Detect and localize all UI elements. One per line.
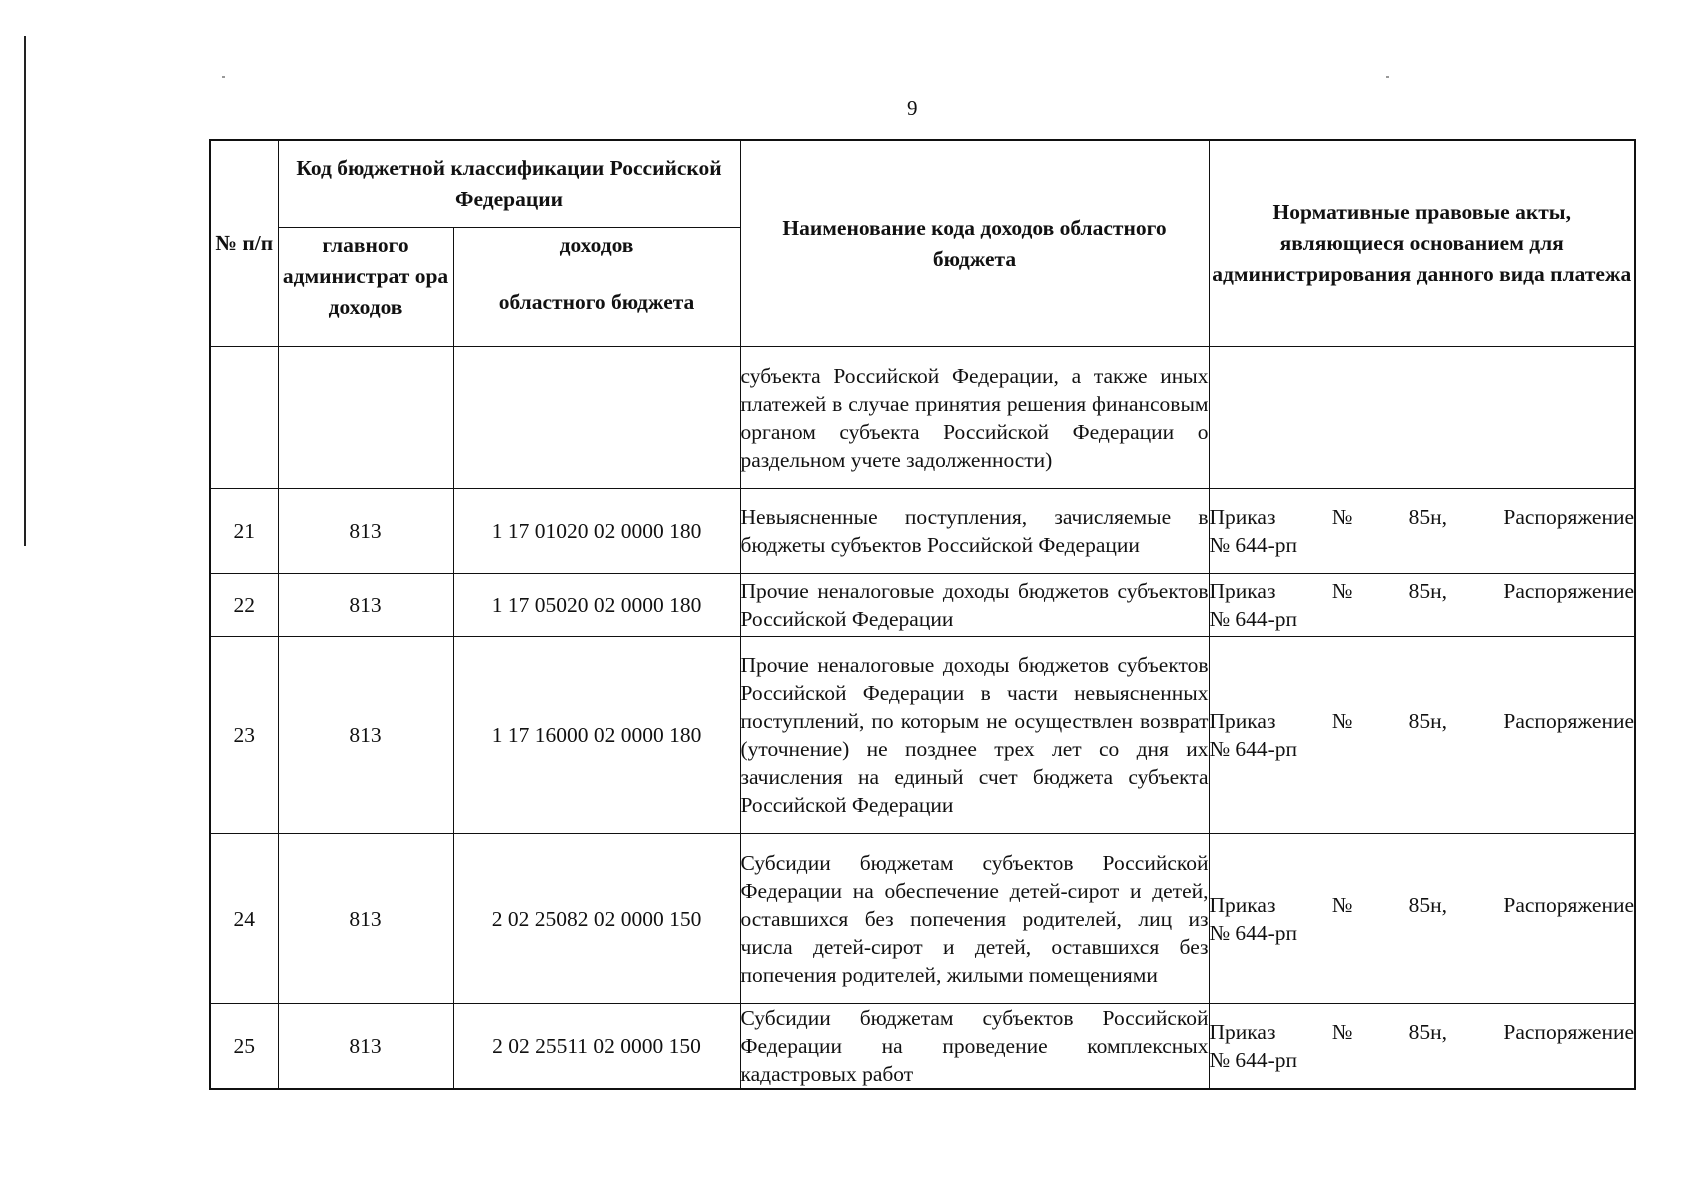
row-admin: 813 xyxy=(278,637,453,834)
act-line-2: № 644-рп xyxy=(1209,920,1298,945)
row-num: 22 xyxy=(210,574,278,637)
act-line-2: № 644-рп xyxy=(1209,737,1298,761)
row-act xyxy=(1209,489,1635,574)
act-line-1: Приказ № 85н, Распоряжение xyxy=(1209,709,1634,733)
scan-dot xyxy=(222,76,225,78)
table-row xyxy=(210,489,1635,574)
header-code-line1: доходов xyxy=(559,233,634,257)
page-number: 9 xyxy=(907,96,918,120)
row-admin: 813 xyxy=(278,574,453,637)
revenue-codes-table xyxy=(209,139,1636,1090)
row-admin xyxy=(278,347,453,489)
row-code: 2 02 25082 02 0000 150 xyxy=(453,834,740,1004)
row-name: Прочие неналоговые доходы бюджетов субъектов Российской Федерации xyxy=(740,574,1209,637)
row-name: Субсидии бюджетам субъектов Российской Федерации на обеспечение детей-сирот и детей, оставшихся без попечения родителей, лиц из числа детей-сирот и детей, оставшихся без попечения родителей, жилыми помещениями xyxy=(740,834,1209,1004)
table-row xyxy=(210,637,1635,834)
header-num: № п/п xyxy=(210,140,278,347)
row-code xyxy=(453,347,740,489)
header-code-line2: областного бюджета xyxy=(498,290,695,314)
row-admin: 813 xyxy=(278,834,453,1004)
row-act xyxy=(1209,834,1635,1004)
row-num: 24 xyxy=(210,834,278,1004)
table-row xyxy=(210,574,1635,637)
row-num xyxy=(210,347,278,489)
header-bk-group: Код бюджетной классификации Российской Федерации xyxy=(278,140,740,228)
table-row xyxy=(210,834,1635,1004)
table-row xyxy=(210,1004,1635,1090)
act-line-1: Приказ № 85н, Распоряжение xyxy=(1209,505,1634,529)
row-name: Субсидии бюджетам субъектов Российской Федерации на проведение комплексных кадастровых работ xyxy=(740,1004,1209,1090)
row-code: 1 17 05020 02 0000 180 xyxy=(453,574,740,637)
row-act xyxy=(1209,637,1635,834)
scan-dot xyxy=(1386,76,1389,78)
row-num: 21 xyxy=(210,489,278,574)
row-admin: 813 xyxy=(278,489,453,574)
row-code: 2 02 25511 02 0000 150 xyxy=(453,1004,740,1090)
row-admin: 813 xyxy=(278,1004,453,1090)
row-act xyxy=(1209,347,1635,489)
act-line-1: Приказ № 85н, Распоряжение xyxy=(1209,1020,1634,1044)
header-acts: Нормативные правовые акты, являющиеся основанием для администрирования данного вида платежа xyxy=(1209,140,1635,347)
row-act xyxy=(1209,574,1635,637)
act-line-2: № 644-рп xyxy=(1209,533,1298,557)
row-code: 1 17 16000 02 0000 180 xyxy=(453,637,740,834)
act-line-1: Приказ № 85н, Распоряжение xyxy=(1209,892,1634,917)
margin-scan-mark xyxy=(24,36,26,546)
act-line-1: Приказ № 85н, Распоряжение xyxy=(1209,579,1634,603)
act-line-2: № 644-рп xyxy=(1209,1048,1298,1072)
header-name: Наименование кода доходов областного бюджета xyxy=(740,140,1209,347)
row-name: Невыясненные поступления, зачисляемые в бюджеты субъектов Российской Федерации xyxy=(740,489,1209,574)
row-name: Прочие неналоговые доходы бюджетов субъектов Российской Федерации в части невыясненных поступлений, по которым не осуществлен возврат (уточнение) не позднее трех лет со дня их зачисления на единый счет бюджета субъекта Российской Федерации xyxy=(740,637,1209,834)
header-admin: главного администрат ора доходов xyxy=(278,228,453,347)
act-line-2: № 644-рп xyxy=(1209,607,1298,631)
row-act xyxy=(1209,1004,1635,1090)
row-num: 23 xyxy=(210,637,278,834)
row-name: субъекта Российской Федерации, а также иных платежей в случае принятия решения финансовым органом субъекта Российской Федерации о раздельном учете задолженности) xyxy=(740,347,1209,489)
row-num: 25 xyxy=(210,1004,278,1090)
row-code: 1 17 01020 02 0000 180 xyxy=(453,489,740,574)
header-code xyxy=(453,228,740,347)
table-row xyxy=(210,347,1635,489)
